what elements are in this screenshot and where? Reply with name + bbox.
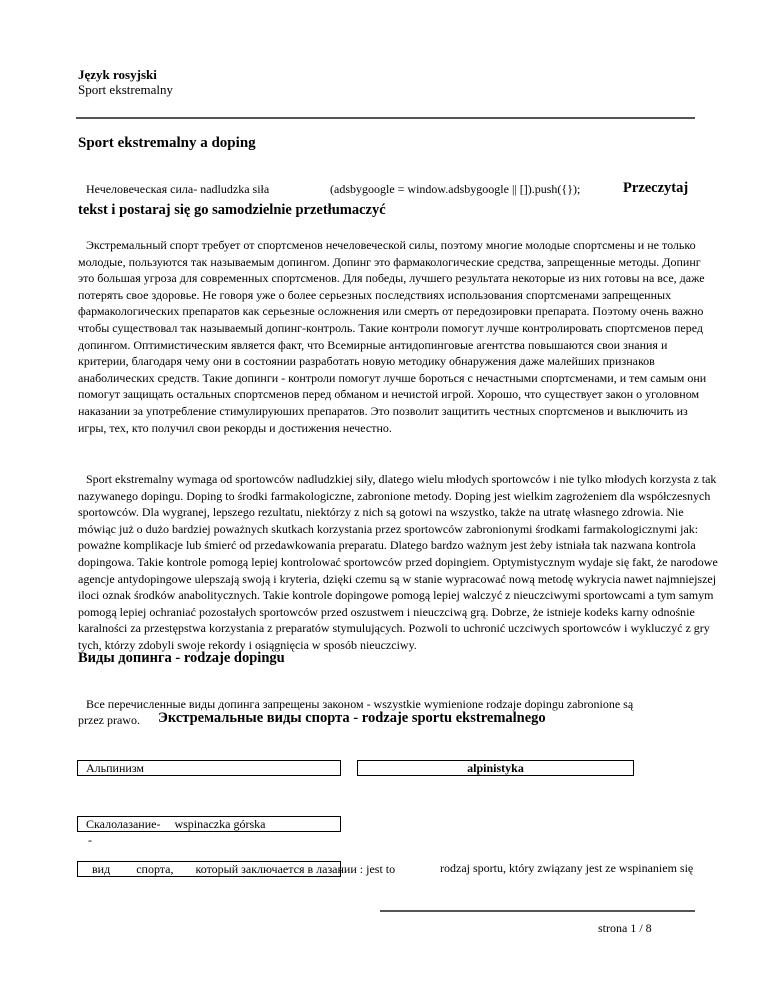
vocab-cell-alpinism-pl: alpinistyka: [357, 760, 634, 776]
definition-word-1: вид: [92, 862, 111, 876]
vocab-cell-alpinism-ru: Альпинизм: [77, 760, 341, 776]
doping-types-text-end: przez prawo.: [78, 713, 140, 727]
vocab-definition-pl: rodzaj sportu, który związany jest ze wspinaniem się: [440, 861, 694, 875]
vocab-climbing-pl: wspinaczka górska: [174, 817, 266, 831]
footer-divider: [380, 910, 695, 912]
header-divider: [76, 117, 695, 119]
vocab-dash: -: [88, 833, 92, 847]
vocab-climbing-ru: Скалолазание-: [86, 817, 161, 831]
definition-word-3: который заключается в лазании : jest to: [195, 862, 396, 876]
document-subject: Język rosyjski: [78, 67, 157, 82]
article-title: Sport ekstremalny a doping: [78, 135, 256, 151]
definition-word-2: спорта,: [136, 862, 174, 876]
document-topic: Sport ekstremalny: [78, 82, 173, 97]
vocab-cell-definition-ru: [77, 861, 396, 877]
page-number: strona 1 / 8: [598, 921, 652, 935]
doping-types-heading: Виды допинга - rodzaje dopingu: [78, 650, 285, 666]
paragraph-russian: Экстремальный спорт требует от спортсменов нечеловеческой силы, поэтому многие молодые спортсмены и не только молодые, пользуются так называемым допингом. Допинг это фармакологические средства, запрещенные методы. Допинг это большая угроза для современных спортсменов. Для победы, лучшего результата некоторые из них готовы на все, даже потерять свое здоровье. Не говоря уже о более серьезных последствиях использования спортсменами запрещенных фармакологических препаратов как серьезные осложнения или смерть от передозировки препарата. Поэтому очень важно чтобы существовал так называемый допинг-контроль. Такие контроли помогут лучше контролировать спортсменов перед допингом. Оптимистическим является факт, что Всемирные антидопинговые агентства повышаются свои знания и критерии, благодаря чему они в состоянии разработать новую методику обнаружения даже малейших признаков анаболических средств. Такие допинги - контроли помогут лучше бороться с нечастными спортсменами, и тем самым они помогут защищать остальных спортсменов перед обманом и нечистой игрой. Хорошо, что существует закон о уголовном наказании за употребление стимулируюших препаратов. Это позволит защитить честных спортсменов и выключить из игры, тех, кто получил свои рекорды и достижения нечестно.: [78, 238, 707, 435]
instruction-rest: tekst i postaraj się go samodzielnie przetłumaczyć: [78, 202, 386, 218]
vocab-cell-climbing: [77, 816, 341, 832]
instruction-start: Przeczytaj: [623, 180, 689, 196]
doping-types-text: Все перечисленные виды допинга запрещены законом - wszystkie wymienione rodzaje dopingu zabronione są: [86, 697, 634, 711]
intro-script-text: (adsbygoogle = window.adsbygoogle || []).push({});: [330, 182, 581, 196]
paragraph-polish: Sport ekstremalny wymaga od sportowców nadludzkiej siły, dlatego wielu młodych sportowców i nie tylko młodych korzysta z tak nazywanego dopingu. Doping to środki farmakologiczne, zabronione metody. Doping jest wielkim zagrożeniem dla współczesnych sportowców. Dla wygranej, lepszego rezultatu, niektórzy z nich są gotowi na wszystko, także na utratę własnego zdrowia. Nie mówiąc już o dużo bardziej poważnych skutkach korzystania przez sportowców zabronionymi środkami farmakologicznymi jak: poważne komplikacje lub śmierć od przedawkowania preparatu. Dlatego bardzo ważnym jest żeby istniała tak nazwana kontrola dopingowa. Takie kontrole pomogą lepiej kontrolować sportowców przed dopingiem. Optymistycznym wydaje się fakt, że narodowe agencje antydopingowe ulepszają swoją i kryteria, dzięki czemu są w stanie wypracować nową metodę wykrycia nawet najmniejszej iloci oznak środków anabolitycznych. Takie kontrole dopingowe pomogą lepiej walczyć z nieuczciwymi sportowcami a tym samym pomogą lepiej ochraniać pozostałych sportowców przed oszustwem i nieuczciwą grą. Dobrze, że istnieje kodeks karny odnośnie karalności za przestępstwa korzystania z preparatów stymulujących. Pozwoli to uchronić uczciwych sportowców i wykluczyć z gry tych, którzy zdobyli swoje rekordy i osiągnięcia w sposób nieuczciwy.: [78, 472, 718, 652]
intro-vocab: Нечеловеческая сила- nadludzka siła: [86, 182, 270, 196]
extreme-sports-heading: Экстремальные виды спорта - rodzaje sportu ekstremalnego: [158, 710, 546, 726]
